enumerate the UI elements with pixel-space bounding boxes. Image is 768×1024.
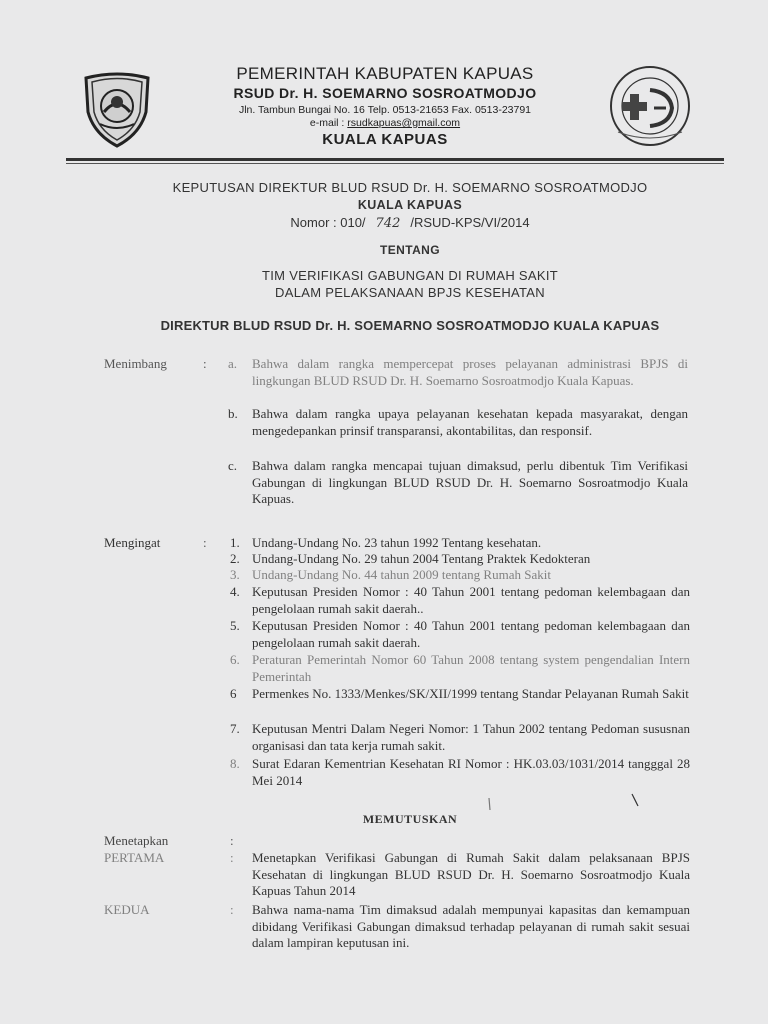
tentang-heading: TENTANG [380,243,440,257]
mengingat-colon: : [203,535,207,550]
mengingat-item: Undang-Undang No. 29 tahun 2004 Tentang Praktek Kedokteran [252,551,591,566]
mengingat-num: 7. [230,721,240,736]
mengingat-num: 4. [230,584,240,599]
decree-title-city: KUALA KAPUAS [357,198,463,212]
letterhead-hospital-name: RSUD Dr. H. SOEMARNO SOSROATMODJO [233,85,537,101]
menimbang-item: Bahwa dalam rangka mempercepat proses pelayanan administrasi BPJS di lingkungan BLUD RSUD Dr. H. Soemarno Sosroatmodjo Kuala Kapuas. [252,356,688,388]
letterhead-city: KUALA KAPUAS [322,131,448,148]
subject-line-2: DALAM PELAKSANAAN BPJS KESEHATAN [275,285,545,300]
menetapkan-colon: : [230,833,234,848]
mengingat-num: 3. [230,567,240,582]
memutuskan-heading: MEMUTUSKAN [362,812,458,826]
pertama-text: Menetapkan Verifikasi Gabungan di Rumah Sakit dalam pelaksanaan BPJS Kesehatan di lingkungan BLUD RSUD Dr. H. Soemarno Sosroatmodjo Kuala Kapuas Tahun 2014 [252,850,690,898]
letterhead-government: PEMERINTAH KABUPATEN KAPUAS [236,64,534,83]
mengingat-item: Peraturan Pemerintah Nomor 60 Tahun 2008 tentang system pengendalian Intern Pemerintah [252,652,690,684]
menimbang-num: c. [228,458,238,473]
mengingat-item: Keputusan Presiden Nomor : 40 Tahun 2001 tentang pedoman kelembagaan dan pengelolaan rumah sakit daerah. [252,618,690,650]
mengingat-label: Mengingat [104,535,161,550]
pertama-label: PERTAMA [104,850,165,865]
mengingat-item: Surat Edaran Kementrian Kesehatan RI Nomor : HK.03.03/1031/2014 tangggal 28 Mei 2014 [252,756,690,788]
letterhead-rule [66,158,724,161]
mengingat-num: 5. [230,618,240,633]
mengingat-num: 6. [230,652,240,667]
letterhead-email-line [150,117,620,129]
menimbang-label: Menimbang [104,356,167,371]
mengingat-item: Keputusan Mentri Dalam Negeri Nomor: 1 Tahun 2002 tentang Pedoman sususnan organisasi dan tata kerja rumah sakit. [252,721,690,753]
email-address: rsudkapuas@gmail.com [347,117,461,129]
mengingat-num: 6 [230,686,237,701]
director-heading: DIREKTUR BLUD RSUD Dr. H. SOEMARNO SOSROATMODJO KUALA KAPUAS [160,318,660,333]
nomor-prefix: Nomor : 010/ [290,215,366,230]
nomor-handwritten: 742 [375,216,401,231]
letterhead-rule-thin [66,163,724,164]
decree-number [80,215,740,231]
mengingat-num: 8. [230,756,240,771]
menetapkan-label: Menetapkan [104,833,169,848]
decree-title: KEPUTUSAN DIREKTUR BLUD RSUD Dr. H. SOEMARNO SOSROATMODJO [172,180,648,195]
mengingat-item: Undang-Undang No. 44 tahun 2009 tentang Rumah Sakit [252,567,551,582]
pertama-colon: : [230,850,234,865]
kedua-label: KEDUA [104,902,150,917]
menimbang-num: b. [228,406,238,421]
mengingat-item: Keputusan Presiden Nomor : 40 Tahun 2001 tentang pedoman kelembagaan dan pengelolaan rumah sakit daerah.. [252,584,690,616]
email-label: e-mail : [309,117,348,129]
menimbang-colon: : [203,356,207,371]
mengingat-num: 1. [230,535,240,550]
letterhead-address: Jln. Tambun Bungai No. 16 Telp. 0513-21653 Fax. 0513-23791 [238,104,532,116]
mengingat-num: 2. [230,551,240,566]
pen-mark-icon [480,790,650,820]
kedua-colon: : [230,902,234,917]
menimbang-num: a. [228,356,238,371]
kapuas-regency-crest-icon [80,68,154,148]
kedua-text: Bahwa nama-nama Tim dimaksud adalah mempunyai kapasitas dan kemampuan dibidang Verifikasi Gabungan dimaksud terhadap pelayanan di rumah sakit sesuai dalam lampiran keputusan ini. [252,902,690,950]
menimbang-item: Bahwa dalam rangka mencapai tujuan dimaksud, perlu dibentuk Tim Verifikasi Gabungan di lingkungan BLUD RSUD Dr. H. Soemarno Sosroatmodjo Kuala Kapuas. [252,458,688,506]
menimbang-item: Bahwa dalam rangka upaya pelayanan kesehatan kepada masyarakat, dengan mengedepankan prinsif transparansi, akontabilitas, dan responsif. [252,406,688,438]
mengingat-item: Permenkes No. 1333/Menkes/SK/XII/1999 tentang Standar Pelayanan Rumah Sakit [252,686,689,701]
subject-line-1: TIM VERIFIKASI GABUNGAN DI RUMAH SAKIT [262,268,558,283]
nomor-suffix: /RSUD-KPS/VI/2014 [410,215,530,230]
mengingat-item: Undang-Undang No. 23 tahun 1992 Tentang kesehatan. [252,535,542,550]
